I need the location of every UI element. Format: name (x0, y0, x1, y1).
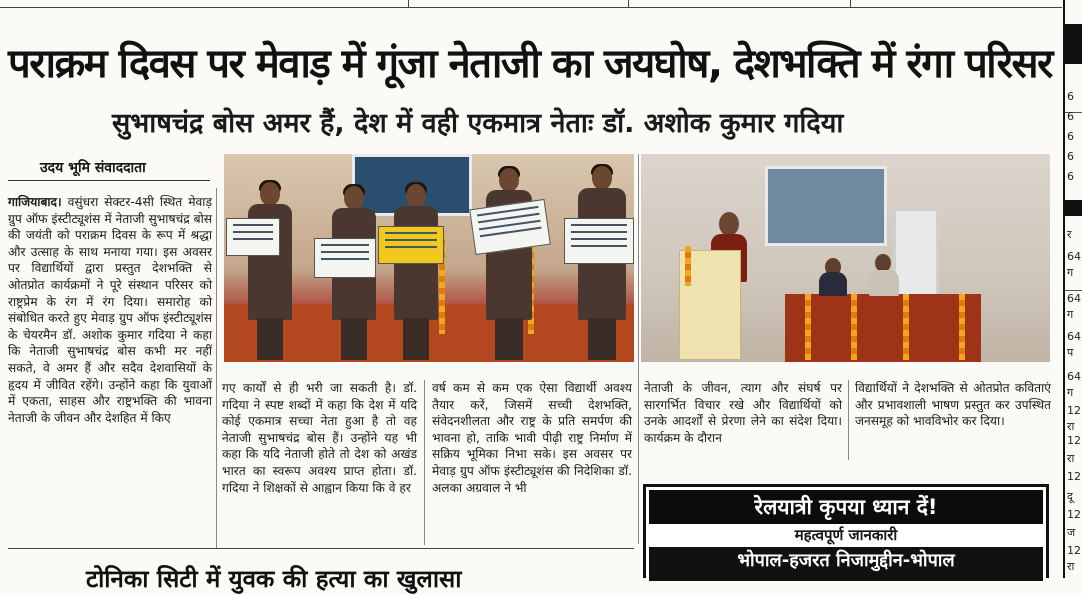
sidebar-fragment: 12 (1067, 434, 1081, 447)
speaker-at-podium-photo (641, 154, 1050, 362)
sidebar-fragment: रा (1067, 560, 1075, 573)
sidebar-fragment: 64 (1067, 292, 1081, 305)
subheadline: सुभाषचंद्र बोस अमर हैं, देश में वही एकमात्र नेताः डॉ. अशोक कुमार गदिया (112, 108, 844, 139)
sidebar-fragment: ग (1067, 386, 1074, 399)
students-with-placards-photo (224, 154, 634, 362)
column-divider (424, 380, 425, 545)
sidebar-fragment: 12 (1067, 470, 1081, 483)
sidebar-fragment: 6 (1067, 90, 1074, 103)
sidebar-fragment: 12 (1067, 508, 1081, 521)
sidebar-fragment: 6 (1067, 130, 1074, 143)
sidebar-fragment: 64 (1067, 330, 1081, 343)
article-column-1 (8, 194, 212, 546)
article-column-5: विद्यार्थियों ने देशभक्ति से ओतप्रोत कविताएं और प्रभावशाली भाषण प्रस्तुत कर उपस्थित जनसमूह को भावविभोर कर दिया। (855, 381, 1051, 429)
article-column-4: नेताजी के जीवन, त्याग और संघर्ष पर सारगर्भित विचार रखे और विद्यार्थियों को उनके आदर्शों से प्रेरणा लेने का संदेश दिया। कार्यक्रम के दौरान (644, 381, 842, 445)
dateline: गाजियाबाद। (8, 195, 62, 209)
column-divider (638, 154, 639, 544)
top-rule (0, 0, 1062, 8)
sidebar-fragment: दू (1067, 490, 1073, 503)
headline: पराक्रम दिवस पर मेवाड़ में गूंजा नेताजी का जयघोष, देशभक्ति में रंगा परिसर (8, 41, 1052, 87)
section-rule (8, 548, 634, 549)
sidebar-fragment: ग (1067, 266, 1074, 279)
railway-notice-ad (643, 484, 1049, 578)
sidebar-fragment: 6 (1067, 150, 1074, 163)
sidebar-fragment: 64 (1067, 370, 1081, 383)
byline: उदय भूमि संवाददाता (40, 160, 146, 176)
adjacent-column-sliver (1063, 0, 1080, 578)
column-divider (848, 380, 849, 460)
ad-subtitle: महत्वपूर्ण जानकारी (794, 526, 898, 544)
ad-route: भोपाल-हजरत निजामुद्दीन-भोपाल (649, 547, 1043, 581)
sidebar-fragment: र (1067, 228, 1072, 241)
sidebar-fragment: 6 (1067, 170, 1074, 183)
sidebar-fragment: ग (1067, 308, 1074, 321)
column-divider (216, 188, 217, 548)
sidebar-fragment: ज (1067, 526, 1076, 539)
sidebar-fragment: 12 (1067, 404, 1081, 417)
sidebar-fragment: रा (1067, 452, 1075, 465)
sidebar-fragment: 6 (1067, 110, 1074, 123)
sidebar-fragment: 12 (1067, 544, 1081, 557)
sidebar-fragment: रा (1067, 420, 1075, 433)
article-column-3: वर्ष कम से कम एक ऐसा विद्यार्थी अवश्य तैयार करें, जिसमें सच्ची देशभक्ति, संवेदनशीलता और राष्ट्र के प्रति समर्पण की भावना हो, ताकि भावी पीढ़ी राष्ट्र निर्माण में सक्रिय भूमिका निभा सके। इस अवसर पर मेवाड़ ग्रुप ऑफ इंस्टीट्यूशंस की निदेशिका डॉ. अलका अग्रवाल ने भी (432, 381, 632, 495)
sidebar-fragment: 64 (1067, 250, 1081, 263)
article-column-2: गए कार्यों से ही भरी जा सकती है। डॉ. गदिया ने स्पष्ट शब्दों में कहा कि देश में यदि कोई एकमात्र सच्चा नेता हुआ है तो वह नेताजी सुभाषचंद्र बोस हैं। उन्होंने यह भी कहा कि यदि नेताजी होते तो देश को अखंड भारत का स्वरूप अवश्य प्राप्त होता। डॉ. गदिया ने शिक्षकों से आह्वान किया कि वे हर (222, 381, 417, 495)
next-article-headline: टोनिका सिटी में युवक की हत्या का खुलासा (86, 565, 462, 593)
column-1-text: वसुंधरा सेक्टर-4सी स्थित मेवाड़ ग्रुप ऑफ इंस्टीट्यूशंस में नेताजी सुभाषचंद्र बोस की जयंती को पराक्रम दिवस के रूप में श्रद्धा और उत्साह के साथ मनाया गया। इस अवसर पर विद्यार्थियों द्वारा प्रस्तुत देशभक्ति से ओतप्रोत कार्यक्रमों ने पूरे संस्थान परिसर को राष्ट्रप्रेम के रंग में रंग दिया। समारोह को संबोधित करते हुए मेवाड़ ग्रुप ऑफ इंस्टीट्यूशंस के चेयरमैन डॉ. अशोक कुमार गदिया ने कहा कि नेताजी सुभाषचंद्र बोस कभी मर नहीं सकते, वे अमर हैं और सदैव देशवासियों के हृदय में जीवित रहेंगे। उन्होंने कहा कि युवाओं में एकता, साहस और राष्ट्रभक्ति की भावना नेताजी के जीवन और देशहित में किए (8, 195, 212, 425)
sidebar-fragment: प (1067, 346, 1074, 359)
byline-rule (8, 180, 210, 181)
ad-title: रेलयात्री कृपया ध्यान दें! (649, 490, 1043, 524)
